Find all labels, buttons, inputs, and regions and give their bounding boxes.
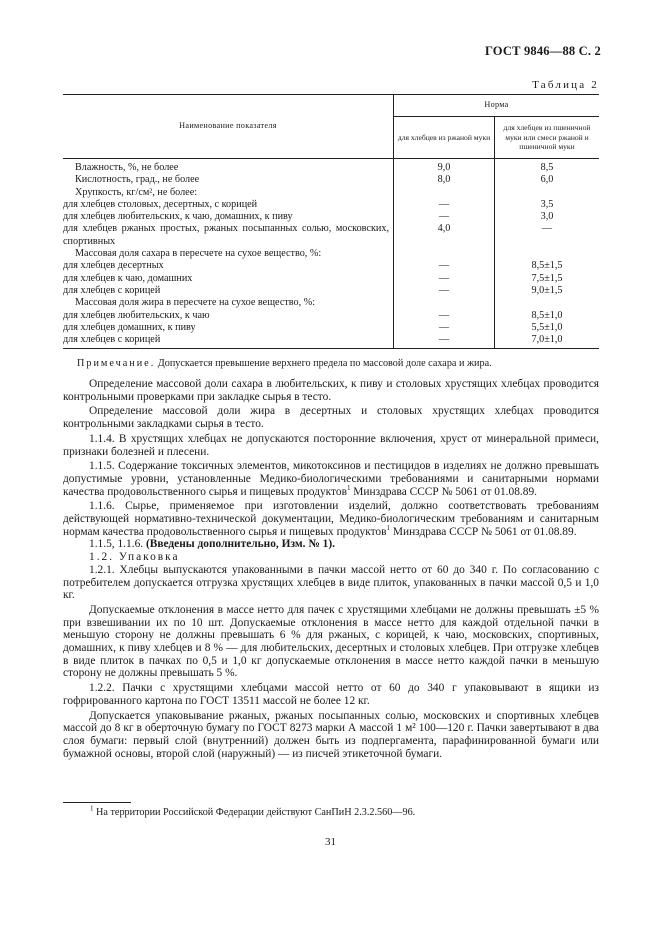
- paragraph: [63, 500, 599, 538]
- row-value-rye: —: [394, 273, 495, 285]
- footnote-text: На территории Российской Федерации действуют СанПиН 2.3.2.560—96.: [93, 807, 416, 818]
- table-row: [63, 285, 599, 297]
- footnote-mark: 1: [90, 804, 94, 813]
- row-value-wheat: 7,5±1,5: [495, 273, 600, 285]
- header-rye: для хлебцев из ржаной муки: [394, 117, 495, 159]
- row-value-rye: 9,0: [394, 159, 495, 175]
- table-row: [63, 211, 599, 223]
- footnote-separator: [63, 802, 131, 803]
- note-label: Примечание.: [77, 358, 156, 369]
- row-value-rye: —: [394, 334, 495, 349]
- row-value-wheat: [495, 297, 600, 309]
- paragraph-text: Минздрава СССР № 5061 от 01.08.89.: [350, 485, 537, 498]
- row-name: для хлебцев любительских, к чаю, домашних, к пиву: [63, 211, 293, 223]
- table-note: [77, 358, 607, 369]
- table-row: [63, 310, 599, 322]
- row-value-wheat: 3,5: [495, 199, 600, 211]
- row-value-rye: —: [394, 211, 495, 223]
- row-value-rye: [394, 187, 495, 199]
- row-name: для хлебцев домашних, к пиву: [63, 321, 196, 333]
- row-value-wheat: [495, 187, 600, 199]
- table-row: [63, 322, 599, 334]
- row-value-wheat: 8,5: [495, 159, 600, 175]
- table-row: [63, 223, 599, 248]
- body-text: [63, 378, 599, 760]
- norms-table: [63, 94, 599, 349]
- row-value-rye: —: [394, 322, 495, 334]
- table-row: [63, 297, 599, 309]
- paragraph: 1.2.1. Хлебцы выпускаются упакованными в пачки массой нетто от 60 до 340 г. По согласованию с потребителем допускается отгрузка хрустящих хлебцев в виде плиток, упакованных в пачки массой 0,5 и 1,0 кг.: [63, 563, 599, 602]
- amendment-note: (Введены дополнительно, Изм. № 1).: [145, 538, 335, 551]
- row-value-wheat: 8,5±1,0: [495, 310, 600, 322]
- row-value-rye: —: [394, 285, 495, 297]
- row-name: для хлебцев с корицей: [63, 284, 161, 296]
- row-value-wheat: 5,5±1,0: [495, 322, 600, 334]
- table-row: [63, 334, 599, 349]
- paragraph: Допускается упаковывание ржаных, ржаных посыпанных солью, московских и спортивных хлебцев массой до 8 кг в оберточную бумагу по ГОСТ 8273 марки А массой 1 м² 100—120 г. Пачки завертывают в два слоя бумаги: первый слой (внутренний) должен быть из подпергамента, парафинированной бумаги или бумажной основы, второй слой (наружный) — из писчей этикеточной бумаги.: [63, 709, 599, 760]
- paragraph: [63, 538, 599, 551]
- table-row: [63, 199, 599, 211]
- row-name: для хлебцев ржаных простых, ржаных посыпанных солью, московских, спортивных: [63, 223, 389, 247]
- row-value-rye: —: [394, 310, 495, 322]
- row-name: для хлебцев десертных: [63, 260, 164, 272]
- paragraph-text: 1.1.5, 1.1.6.: [89, 538, 146, 551]
- paragraph: 1.2.2. Пачки с хрустящими хлебцами массой нетто от 60 до 340 г упаковывают в ящики из гофрированного картона по ГОСТ 13511 массой не более 12 кг.: [63, 682, 599, 707]
- row-value-wheat: 8,5±1,5: [495, 260, 600, 272]
- row-value-rye: —: [394, 260, 495, 272]
- row-name: для хлебцев столовых, десертных, с корицей: [63, 198, 258, 210]
- row-value-wheat: 3,0: [495, 211, 600, 223]
- row-value-wheat: 7,0±1,0: [495, 334, 600, 349]
- table-caption: Таблица 2: [532, 79, 599, 91]
- table-row: [63, 260, 599, 272]
- document-header: ГОСТ 9846—88 С. 2: [484, 44, 601, 58]
- paragraph-text: Минздрава СССР № 5061 от 01.08.89.: [390, 525, 577, 538]
- row-name: для хлебцев к чаю, домашних: [63, 272, 193, 284]
- footnote-ref: 1: [386, 523, 390, 532]
- row-name: Массовая доля сахара в пересчете на сухое вещество, %:: [75, 248, 322, 260]
- table-row: [63, 159, 599, 175]
- row-value-rye: —: [394, 199, 495, 211]
- paragraph: Определение массовой доли сахара в любительских, к пиву и столовых хрустящих хлебцах проводится контрольными проверками при закладке сырья в тесто.: [63, 378, 599, 403]
- header-wheat: для хлебцев из пшеничной муки или смеси ржаной и пшеничной муки: [495, 117, 600, 159]
- footnote-ref: 1: [346, 483, 351, 492]
- table-row: [63, 174, 599, 186]
- note-text: Допускается превышение верхнего предела по массовой доле сахара и жира.: [157, 358, 492, 369]
- row-name: для хлебцев любительских, к чаю: [63, 309, 210, 321]
- paragraph: 1.1.4. В хрустящих хлебцах не допускаются посторонние включения, хруст от минеральной примеси, признаки болезней и плесени.: [63, 432, 599, 458]
- header-indicator-name: Наименование показателя: [63, 95, 394, 159]
- row-name: Массовая доля жира в пересчете на сухое вещество, %:: [75, 297, 316, 309]
- section-heading: [63, 551, 599, 564]
- row-value-rye: 4,0: [394, 223, 495, 248]
- row-value-rye: 8,0: [394, 174, 495, 186]
- row-value-wheat: 9,0±1,5: [495, 285, 600, 297]
- paragraph: Определение массовой доли жира в десертных и столовых хрустящих хлебцах проводится контрольными закладками сырья в тесто.: [63, 405, 599, 431]
- row-value-wheat: 6,0: [495, 174, 600, 186]
- footnote: [90, 804, 416, 818]
- paragraph-text: 1.1.5. Содержание токсичных элементов, микотоксинов и пестицидов в изделиях не должно превышать допустимые уровни, установленные Медико-биологическими требованиями и санитарными нормами качества продовольственного сырья и пищевых продуктов: [63, 460, 599, 498]
- paragraph: [63, 460, 599, 498]
- row-value-wheat: [495, 248, 600, 260]
- table-body: [63, 159, 599, 349]
- paragraph: Допускаемые отклонения в массе нетто для пачек с хрустящими хлебцами не должны превышать ±5 % при взвешивании их по 10 шт. Допускаемые отклонения в массе нетто для каждой отдельной пачки в меньшую сторону не должны превышать 6 % для ржаных, с корицей, к чаю, московских, спортивных, домашних, к пиву хлебцев и 8 % — для любительских, десертных и столовых хлебцев. При отгрузке хлебцев в виде плиток в пачках по 0,5 и 1,0 кг допускаемые отклонения в массе нетто каждой пачки в меньшую сторону не должны превышать 5 %.: [63, 603, 599, 680]
- paragraph-text: 1.1.6. Сырье, применяемое при изготовлении изделий, должно соответствовать требованиям действующей нормативно-технической документации, Медико-биологическим требованиям и санитарным нормам качества продовольственного сырья и пищевых продуктов: [63, 500, 599, 538]
- row-value-rye: [394, 248, 495, 260]
- row-name: Влажность, %, не более: [75, 162, 179, 173]
- row-name: Кислотность, град., не более: [75, 174, 200, 186]
- header-norm: Норма: [394, 95, 600, 117]
- table-row: [63, 273, 599, 285]
- row-value-wheat: —: [495, 223, 600, 248]
- row-value-rye: [394, 297, 495, 309]
- row-name: Хрупкость, кг/см², не более:: [75, 186, 198, 198]
- page-number: 31: [325, 836, 336, 848]
- section-heading-text: 1.2. Упаковка: [89, 551, 180, 564]
- row-name: для хлебцев с корицей: [63, 334, 161, 346]
- table-row: [63, 187, 599, 199]
- table-row: [63, 248, 599, 260]
